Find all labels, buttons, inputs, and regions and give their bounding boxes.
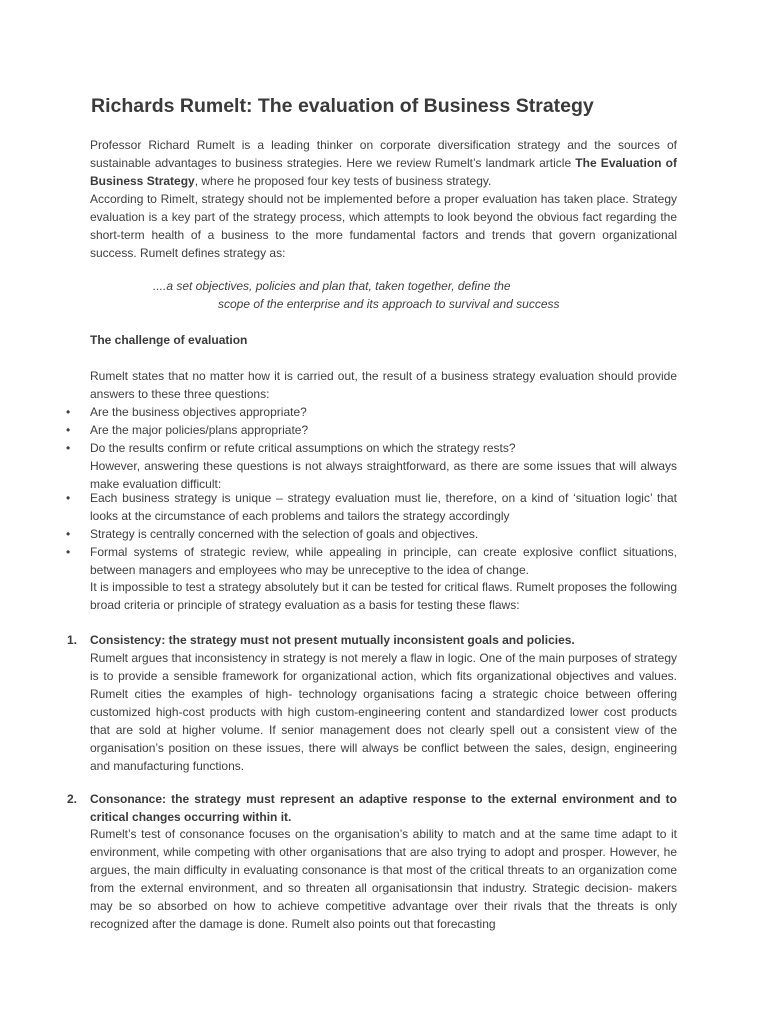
criterion-heading-text: Consistency: the strategy must not present mutually inconsistent goals and policies. [90, 633, 575, 647]
bullet-icon: • [66, 527, 71, 541]
bullet-icon: • [66, 545, 71, 559]
bullet-icon: • [66, 423, 71, 437]
list-item [66, 421, 677, 439]
criteria-intro: It is impossible to test a strategy absolutely but it can be tested for critical flaws. Rumelt proposes the following broad criteria or principle of strategy evaluation as a basis for testing these flaws: [90, 580, 677, 612]
list-item [66, 525, 677, 543]
criterion-body: Rumelt argues that inconsistency in strategy is not merely a flaw in logic. One of the main purposes of strategy is to provide a sensible framework for organizational action, which fits organizational objectives and values. Rumelt cities the examples of high- technology organisations facing a strategic choice between offering customized high-cost products with high custom-engineering content and standardized lower cost products that are sold at higher volume. If senior management does not clearly spell out a consistent view of the organisation’s position on these issues, there will always be conflict between the sales, design, engineering and manufacturing functions. [90, 651, 677, 773]
criterion-body-block [90, 825, 677, 933]
issues-intro: However, answering these questions is not always straightforward, as there are some issues that will always make evaluation difficult: [90, 459, 677, 491]
issues-intro-block [90, 457, 677, 493]
criterion-number: 2. [67, 792, 78, 806]
list-item-text: Are the business objectives appropriate? [90, 405, 307, 419]
strategy-quote-line2: scope of the enterprise and its approach to survival and success [218, 297, 560, 311]
criterion-body: Rumelt’s test of consonance focuses on the organisation’s ability to match and at the same time adapt to it environment, while competing with other organisations that are also trying to adopt and prosper. However, he argues, the main difficulty in evaluating consonance is that most of the critical threats to an organization come from the external environment, and so threaten all organisationsin that industry. Strategic decision- makers may be so absorbed on how to achieve competitive advantage over their rivals that the threats is only recognized after the damage is done. Rumelt also points out that forecasting [90, 827, 677, 931]
section-heading-challenge: The challenge of evaluation [90, 333, 248, 347]
bullet-icon: • [66, 405, 71, 419]
intro-text-part1: Professor Richard Rumelt is a leading thinker on corporate diversification strategy and the sources of sustainable advantages to business strategies. Here we review Rumelt’s landmark article [90, 138, 677, 170]
criterion-heading [67, 631, 677, 649]
section-paragraph [90, 367, 677, 403]
criterion-number: 1. [67, 633, 78, 647]
list-item [66, 489, 677, 525]
list-item [66, 439, 677, 457]
questions-list [66, 403, 677, 457]
issues-list [66, 489, 677, 579]
intro-paragraph [90, 136, 677, 190]
list-item-text: Are the major policies/plans appropriate? [90, 423, 309, 437]
intro-block [90, 136, 677, 262]
strategy-quote-line1: ....a set objectives, policies and plan that, taken together, define the [153, 279, 511, 293]
list-item-text: Do the results confirm or refute critical assumptions on which the strategy rests? [90, 441, 516, 455]
list-item-text: Strategy is centrally concerned with the selection of goals and objectives. [90, 527, 479, 541]
article-title-bold: The Evaluation of Business Strategy [90, 156, 677, 188]
criterion-body-block [90, 649, 677, 775]
list-item-text: Each business strategy is unique – strategy evaluation must lie, therefore, on a kind of ‘situation logic’ that looks at the circumstance of each problems and tailors the strategy accordingly [90, 491, 677, 523]
bullet-icon: • [66, 491, 71, 505]
bullet-icon: • [66, 441, 71, 455]
list-item-text: Formal systems of strategic review, while appealing in principle, can create explosive conflict situations, between managers and employees who may be unreceptive to the idea of change. [90, 545, 677, 577]
intro-paragraph-2: According to Rimelt, strategy should not be implemented before a proper evaluation has taken place. Strategy evaluation is a key part of the strategy process, which attempts to look beyond the obvious fact regarding the short-term health of a business to the more fundamental factors and trends that govern organizational success. Rumelt defines strategy as: [90, 192, 677, 260]
criterion-heading-text: Consonance: the strategy must represent an adaptive response to the external environment and to critical changes occurring within it. [90, 792, 677, 824]
page-title: Richards Rumelt: The evaluation of Business Strategy [91, 95, 594, 117]
list-item [66, 403, 677, 421]
intro-text-part2: , where he proposed four key tests of business strategy. [194, 174, 492, 188]
questions-intro: Rumelt states that no matter how it is carried out, the result of a business strategy evaluation should provide answers to these three questions: [90, 369, 677, 401]
criteria-intro-block [90, 578, 677, 614]
criterion-heading [67, 790, 677, 826]
list-item [66, 543, 677, 579]
